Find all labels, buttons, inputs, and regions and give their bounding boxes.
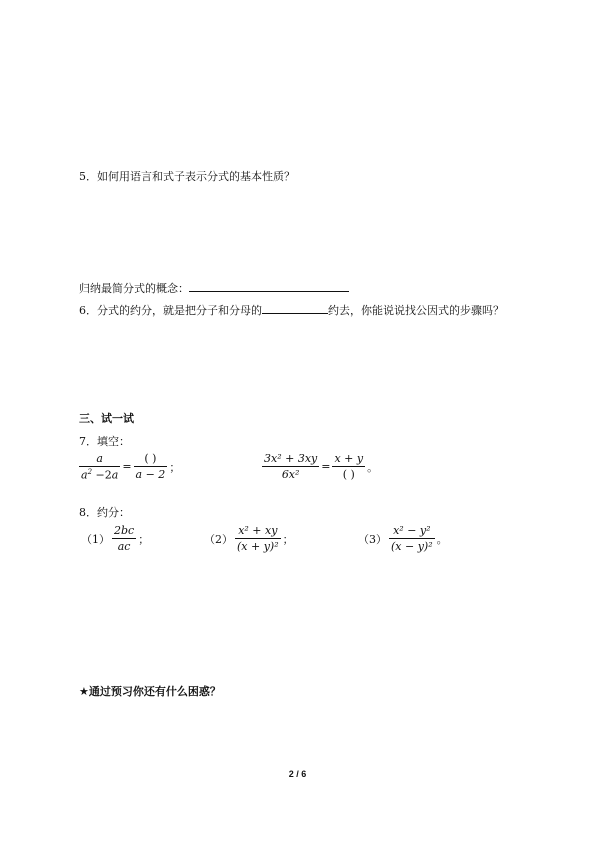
fraction-numerator: x + y [334, 452, 364, 465]
question-6-suffix: 约去，你能说说找公因式的步骤吗？ [328, 304, 504, 317]
question-6 [79, 302, 504, 318]
fraction-numerator: 2bc [114, 524, 135, 537]
semicolon: ； [282, 532, 294, 546]
period: 。 [436, 532, 448, 546]
concept-label: 归纳最简分式的概念： [79, 282, 189, 295]
question-8-item-3 [356, 524, 450, 553]
fraction-denominator: (x + y)² [237, 540, 279, 553]
question-7-label: 7．填空： [79, 435, 130, 448]
semicolon: ； [138, 532, 150, 546]
item-index: （1） [81, 532, 110, 546]
question-8-item-2 [202, 524, 296, 553]
fraction-2-right [332, 452, 365, 481]
fraction-denominator: (x − y)² [391, 540, 433, 553]
fraction-1-right [134, 452, 168, 481]
fraction-numerator: x² + xy [238, 524, 278, 537]
fraction-denominator: ac [112, 538, 136, 553]
semicolon: ； [169, 460, 181, 474]
fraction-denominator: a − 2 [135, 468, 166, 482]
fraction [389, 524, 435, 553]
fraction [235, 524, 281, 553]
concept-answer-blank[interactable] [189, 280, 349, 292]
equals-sign: = [122, 460, 132, 474]
fraction-denominator: $a^2 -2a$ [81, 468, 119, 482]
question-8-item-1 [79, 524, 151, 553]
question-7-expression-1 [79, 452, 182, 482]
question-5: 5．如何用语言和式子表示分式的基本性质？ [79, 170, 295, 183]
fraction-1-left [79, 452, 120, 482]
fraction-2-left [262, 452, 319, 481]
period: 。 [367, 460, 379, 474]
question-7-expression-2 [262, 452, 380, 481]
fraction-numerator: x² − y² [393, 524, 431, 537]
equals-sign: = [321, 460, 331, 473]
section-3-title: 三、试一试 [79, 412, 134, 425]
question-6-prefix: 6．分式的约分，就是把分子和分母的 [79, 304, 262, 317]
fraction-numerator: 3x² + 3xy [264, 452, 318, 465]
confusion-prompt: ★通过预习你还有什么困惑？ [79, 685, 221, 698]
page-number: 2 / 6 [288, 769, 307, 779]
question-6-blank[interactable] [262, 302, 328, 314]
fraction-numerator-blank[interactable]: ( ) [144, 452, 157, 466]
question-8-label: 8．约分： [79, 506, 130, 519]
simplest-fraction-concept [79, 280, 349, 296]
fraction-numerator: a [96, 452, 103, 465]
fraction [112, 524, 136, 553]
fraction-denominator: 6x² [262, 466, 319, 481]
fraction-denominator-blank[interactable]: ( ) [332, 466, 365, 481]
item-index: （3） [358, 532, 387, 546]
item-index: （2） [204, 532, 233, 546]
